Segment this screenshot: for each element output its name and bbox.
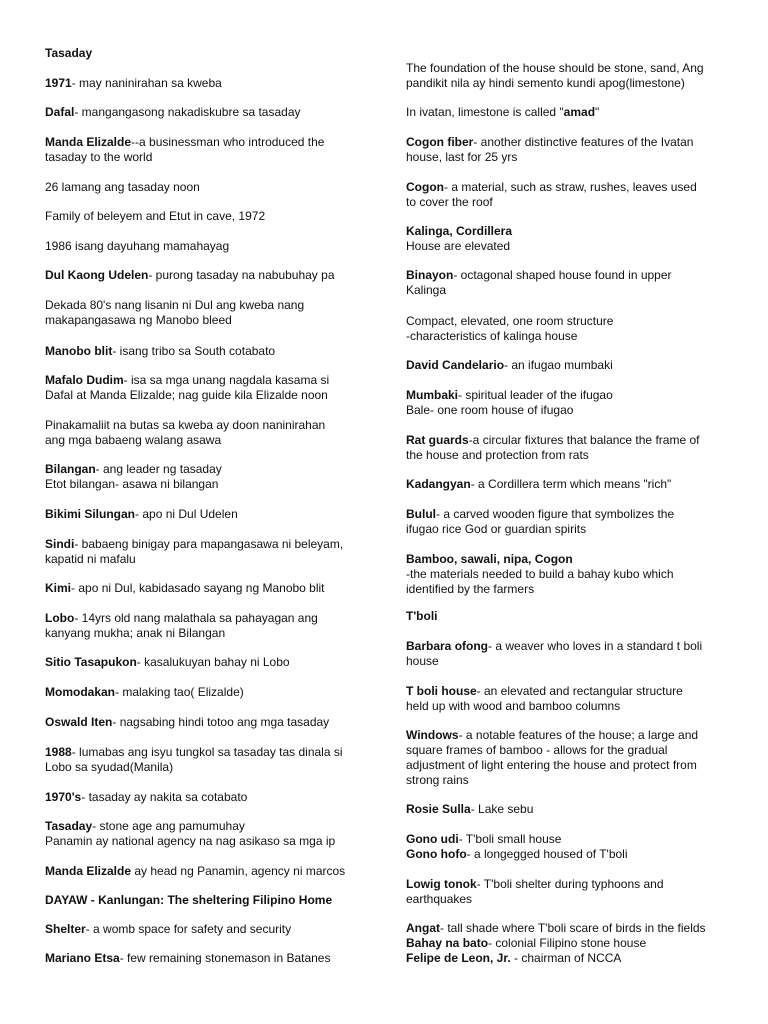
term: Bilangan <box>45 462 96 476</box>
term: Mariano Etsa <box>45 951 120 965</box>
definition: Family of beleyem and Etut in cave, 1972 <box>45 209 266 223</box>
definition: - 14yrs old nang malathala sa pahayagan ang <box>74 611 318 625</box>
term: David Candelario <box>406 358 505 372</box>
note-line <box>45 655 375 670</box>
term: Manda Elizalde <box>45 135 132 149</box>
term: 1971 <box>45 76 72 90</box>
note-line <box>45 344 375 359</box>
definition: - purong tasaday na nabubuhay pa <box>148 268 335 282</box>
definition: Pinakamaliit na butas sa kweba ay doon naninirahan <box>45 418 326 432</box>
definition: - mangangasong nakadiskubre sa tasaday <box>74 105 301 119</box>
note-line <box>406 180 736 195</box>
definition: - chairman of NCCA <box>510 951 622 965</box>
term: Rosie Sulla <box>406 802 471 816</box>
term: Lowig tonok <box>406 877 477 891</box>
note-entry <box>406 877 736 907</box>
term: Felipe de Leon, Jr. <box>406 951 511 965</box>
term: Mumbaki <box>406 388 459 402</box>
note-line <box>406 743 736 758</box>
note-line <box>45 209 375 224</box>
note-line <box>406 433 736 448</box>
note-entry <box>406 105 736 120</box>
definition: - apo ni Dul, kabidasado sayang ng Manobo blit <box>71 581 325 595</box>
definition: - tasaday ay nakita sa cotabato <box>81 790 248 804</box>
note-entry <box>45 462 375 492</box>
definition: - a womb space for safety and security <box>85 922 292 936</box>
note-entry <box>45 418 375 448</box>
note-entry <box>45 819 375 849</box>
term: Sindi <box>45 537 75 551</box>
note-line <box>45 760 375 775</box>
note-entry <box>45 135 375 165</box>
definition: Panamin ay national agency na nag asikaso sa mga ip <box>45 834 336 848</box>
note-line <box>45 462 375 477</box>
term: Dafal <box>45 105 75 119</box>
definition: Compact, elevated, one room structure <box>406 314 614 328</box>
note-line <box>406 403 736 418</box>
definition: adjustment of light entering the house and protect from <box>406 758 697 772</box>
definition: The foundation of the house should be stone, sand, Ang <box>406 61 704 75</box>
term: 1988 <box>45 745 72 759</box>
note-line <box>406 224 736 239</box>
note-entry <box>406 268 736 298</box>
note-line <box>406 268 736 283</box>
note-entry <box>45 611 375 641</box>
note-entry <box>45 864 375 879</box>
note-entry <box>45 76 375 91</box>
note-line <box>406 639 736 654</box>
note-line <box>45 477 375 492</box>
term: Manda Elizalde <box>45 864 132 878</box>
term: Kalinga, Cordillera <box>406 224 513 238</box>
note-line <box>45 150 375 165</box>
note-entry <box>45 655 375 670</box>
note-entry <box>406 802 736 817</box>
term: Tasaday <box>45 46 93 60</box>
definition: to cover the roof <box>406 195 493 209</box>
definition: Etot bilangan- asawa ni bilangan <box>45 477 219 491</box>
definition: - isang tribo sa South cotabato <box>112 344 276 358</box>
note-line <box>45 313 375 328</box>
term: Cogon <box>406 180 444 194</box>
note-line <box>406 892 736 907</box>
note-line <box>45 922 375 937</box>
note-entry <box>406 358 736 373</box>
definition: - a notable features of the house; a large and <box>458 728 699 742</box>
note-line <box>406 522 736 537</box>
note-entry <box>406 388 736 418</box>
definition: Lobo sa syudad(Manila) <box>45 760 174 774</box>
note-entry <box>45 893 375 908</box>
definition: " <box>595 105 600 119</box>
term: Lobo <box>45 611 75 625</box>
note-line <box>45 46 375 61</box>
note-entry <box>406 224 736 254</box>
note-line <box>45 433 375 448</box>
definition: house, last for 25 yrs <box>406 150 518 164</box>
definition: - ang leader ng tasaday <box>95 462 222 476</box>
note-line <box>45 834 375 849</box>
note-line <box>406 951 736 966</box>
definition: strong rains <box>406 773 469 787</box>
term: Bulul <box>406 507 436 521</box>
term: Manobo blit <box>45 344 113 358</box>
note-line <box>45 537 375 552</box>
definition: -the materials needed to build a bahay kubo which <box>406 567 674 581</box>
definition: 26 lamang ang tasaday noon <box>45 180 200 194</box>
term: Windows <box>406 728 459 742</box>
note-line <box>406 654 736 669</box>
definition: - another distinctive features of the Ivatan <box>473 135 694 149</box>
definition: kanyang mukha; anak ni Bilangan <box>45 626 226 640</box>
note-entry <box>406 609 736 624</box>
term: amad <box>563 105 596 119</box>
definition: Dekada 80's nang lisanin ni Dul ang kweba nang <box>45 298 305 312</box>
note-line <box>406 832 736 847</box>
definition: earthquakes <box>406 892 473 906</box>
note-line <box>406 448 736 463</box>
definition: - octagonal shaped house found in upper <box>453 268 672 282</box>
note-entry <box>45 951 375 966</box>
note-line <box>45 388 375 403</box>
definition: - kasalukuyan bahay ni Lobo <box>136 655 290 669</box>
definition: - colonial Filipino stone house <box>488 936 647 950</box>
term: Sitio Tasapukon <box>45 655 137 669</box>
definition: -a circular fixtures that balance the frame of <box>468 433 700 447</box>
note-entry <box>45 180 375 195</box>
note-entry <box>406 314 736 344</box>
note-line <box>45 418 375 433</box>
definition: Bale- one room house of ifugao <box>406 403 574 417</box>
definition: tasaday to the world <box>45 150 153 164</box>
definition: - stone age ang pamumuhay <box>92 819 245 833</box>
term: Momodakan <box>45 685 116 699</box>
definition: - an ifugao mumbaki <box>504 358 613 372</box>
definition: - T'boli small house <box>458 832 562 846</box>
definition: - nagsabing hindi totoo ang mga tasaday <box>112 715 330 729</box>
note-line <box>406 609 736 624</box>
note-entry <box>406 180 736 210</box>
definition: - babaeng binigay para mapangasawa ni beleyam, <box>74 537 344 551</box>
note-line <box>406 582 736 597</box>
note-line <box>406 567 736 582</box>
definition: - isa sa mga unang nagdala kasama si <box>123 373 330 387</box>
note-line <box>45 819 375 834</box>
definition: - a material, such as straw, rushes, leaves used <box>444 180 697 194</box>
note-line <box>406 477 736 492</box>
term: Kadangyan <box>406 477 471 491</box>
definition: - lumabas ang isyu tungkol sa tasaday tas dinala si <box>71 745 343 759</box>
note-line <box>406 758 736 773</box>
note-entry <box>406 433 736 463</box>
note-line <box>406 877 736 892</box>
term: Gono hofo <box>406 847 467 861</box>
note-line <box>45 745 375 760</box>
definition: - an elevated and rectangular structure <box>476 684 683 698</box>
note-line <box>406 802 736 817</box>
note-line <box>406 388 736 403</box>
note-line <box>406 507 736 522</box>
term: Binayon <box>406 268 454 282</box>
note-line <box>406 195 736 210</box>
definition: -characteristics of kalinga house <box>406 329 578 343</box>
note-line <box>406 699 736 714</box>
note-line <box>45 552 375 567</box>
note-entry <box>406 61 736 91</box>
definition: - T'boli shelter during typhoons and <box>476 877 664 891</box>
note-line <box>45 105 375 120</box>
note-line <box>406 283 736 298</box>
note-line <box>406 358 736 373</box>
note-entry <box>406 921 736 966</box>
term: Barbara ofong <box>406 639 489 653</box>
note-line <box>45 135 375 150</box>
term: DAYAW - Kanlungan: The sheltering Filipino Home <box>45 893 333 907</box>
note-line <box>45 790 375 805</box>
note-line <box>45 864 375 879</box>
note-line <box>406 105 736 120</box>
note-line <box>406 684 736 699</box>
note-entry <box>45 685 375 700</box>
note-entry <box>45 239 375 254</box>
note-line <box>406 150 736 165</box>
definition: house <box>406 654 439 668</box>
note-entry <box>45 715 375 730</box>
definition: Kalinga <box>406 283 447 297</box>
definition: - apo ni Dul Udelen <box>135 507 238 521</box>
term: Shelter <box>45 922 86 936</box>
note-entry <box>45 745 375 775</box>
note-line <box>406 314 736 329</box>
note-entry <box>406 477 736 492</box>
note-entry <box>45 105 375 120</box>
note-entry <box>45 46 375 61</box>
note-line <box>406 329 736 344</box>
definition: - a Cordillera term which means "rich" <box>470 477 672 491</box>
definition: held up with wood and bamboo columns <box>406 699 621 713</box>
term: Tasaday <box>45 819 93 833</box>
definition: square frames of bamboo - allows for the gradual <box>406 743 668 757</box>
note-line <box>406 239 736 254</box>
note-entry <box>45 209 375 224</box>
note-entry <box>45 344 375 359</box>
note-line <box>45 373 375 388</box>
definition: In ivatan, limestone is called " <box>406 105 564 119</box>
note-line <box>45 951 375 966</box>
definition: - tall shade where T'boli scare of birds in the fields <box>440 921 706 935</box>
note-entry <box>45 507 375 522</box>
note-line <box>406 936 736 951</box>
definition: - a carved wooden figure that symbolizes the <box>436 507 675 521</box>
term: Mafalo Dudim <box>45 373 124 387</box>
term: 1970's <box>45 790 82 804</box>
note-line <box>45 611 375 626</box>
definition: ang mga babaeng walang asawa <box>45 433 222 447</box>
term: Kimi <box>45 581 72 595</box>
definition: - spiritual leader of the ifugao <box>458 388 613 402</box>
note-line <box>406 773 736 788</box>
definition: makapangasawa ng Manobo bleed <box>45 313 232 327</box>
note-entry <box>406 728 736 788</box>
note-line <box>45 239 375 254</box>
definition: pandikit nila ay hindi semento kundi apog(limestone) <box>406 76 685 90</box>
definition: ifugao rice God or guardian spirits <box>406 522 587 536</box>
note-line <box>45 626 375 641</box>
note-entry <box>406 507 736 537</box>
note-entry <box>45 790 375 805</box>
note-line <box>45 507 375 522</box>
note-entry <box>45 298 375 328</box>
definition: - few remaining stonemason in Batanes <box>119 951 331 965</box>
note-entry <box>406 639 736 669</box>
note-line <box>45 180 375 195</box>
note-line <box>406 847 736 862</box>
note-line <box>406 552 736 567</box>
note-line <box>45 268 375 283</box>
note-line <box>45 715 375 730</box>
note-entry <box>45 373 375 403</box>
note-line <box>45 298 375 313</box>
term: Oswald Iten <box>45 715 113 729</box>
note-entry <box>45 268 375 283</box>
note-line <box>45 893 375 908</box>
note-entry <box>406 684 736 714</box>
definition: --a businessman who introduced the <box>131 135 325 149</box>
note-line <box>45 581 375 596</box>
term: Gono udi <box>406 832 459 846</box>
note-line <box>406 921 736 936</box>
term: Angat <box>406 921 440 935</box>
note-entry <box>406 552 736 597</box>
definition: - a longegged housed of T'boli <box>466 847 628 861</box>
definition: - may naninirahan sa kweba <box>71 76 222 90</box>
note-line <box>406 135 736 150</box>
note-line <box>406 61 736 76</box>
term: Cogon fiber <box>406 135 474 149</box>
definition: identified by the farmers <box>406 582 535 596</box>
note-entry <box>45 581 375 596</box>
term: T boli house <box>406 684 477 698</box>
note-entry <box>45 922 375 937</box>
definition: - a weaver who loves in a standard t boli <box>488 639 703 653</box>
definition: House are elevated <box>406 239 511 253</box>
note-line <box>45 76 375 91</box>
note-entry <box>45 537 375 567</box>
term: Bahay na bato <box>406 936 489 950</box>
definition: ay head ng Panamin, agency ni marcos <box>131 864 346 878</box>
note-line <box>45 685 375 700</box>
term: Rat guards <box>406 433 469 447</box>
note-entry <box>406 832 736 862</box>
definition: the house and protection from rats <box>406 448 589 462</box>
term: Bamboo, sawali, nipa, Cogon <box>406 552 573 566</box>
note-entry <box>406 135 736 165</box>
term: Dul Kaong Udelen <box>45 268 149 282</box>
definition: - malaking tao( Elizalde) <box>115 685 244 699</box>
note-line <box>406 728 736 743</box>
note-line <box>406 76 736 91</box>
term: Bikimi Silungan <box>45 507 136 521</box>
definition: Dafal at Manda Elizalde; nag guide kila Elizalde noon <box>45 388 328 402</box>
definition: kapatid ni mafalu <box>45 552 136 566</box>
definition: - Lake sebu <box>470 802 534 816</box>
term: T'boli <box>406 609 438 623</box>
definition: 1986 isang dayuhang mamahayag <box>45 239 230 253</box>
